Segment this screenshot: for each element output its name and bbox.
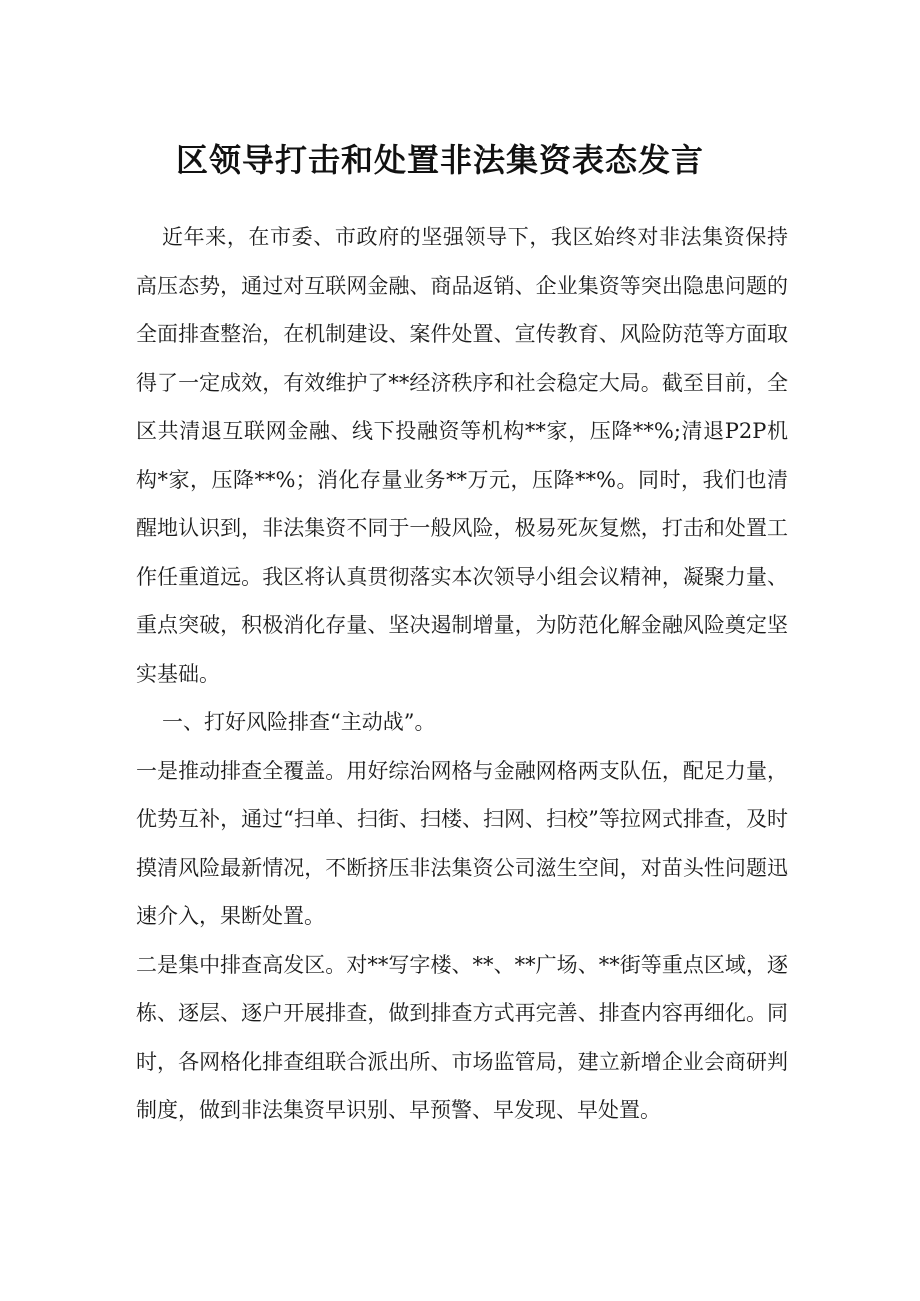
section-heading: 一、打好风险排查“主动战”。 [162, 710, 436, 734]
document-body [136, 213, 788, 1135]
point-paragraph-2: 二是集中排查高发区。对**写字楼、**、**广场、**街等重点区域，逐栋、逐层、逐户开展排查，做到排查方式再完善、排查内容再细化。同时，各网格化排查组联合派出所、市场监管局，建立新增企业会商研判制度，做到非法集资早识别、早预警、早发现、早处置。 [136, 952, 788, 1122]
page-title: 区领导打击和处置非法集资表态发言 [175, 141, 704, 179]
point-paragraph-1: 一是推动排查全覆盖。用好综治网格与金融网格两支队伍，配足力量，优势互补，通过“扫单、扫街、扫楼、扫网、扫校”等拉网式排查，及时摸清风险最新情况，不断挤压非法集资公司滋生空间，对苗头性问题迅速介入，果断处置。 [136, 758, 788, 928]
intro-paragraph: 近年来，在市委、市政府的坚强领导下，我区始终对非法集资保持高压态势，通过对互联网金融、商品返销、企业集资等突出隐患问题的全面排查整治，在机制建设、案件处置、宣传教育、风险防范等方面取得了一定成效，有效维护了**经济秩序和社会稳定大局。截至目前，全区共清退互联网金融、线下投融资等机构**家，压降**%;清退P2P机构*家，压降**%；消化存量业务**万元，压降**%。同时，我们也清醒地认识到，非法集资不同于一般风险，极易死灰复燃，打击和处置工作任重道远。我区将认真贯彻落实本次领导小组会议精神，凝聚力量、重点突破，积极消化存量、坚决遏制增量，为防范化解金融风险奠定坚实基础。 [136, 225, 788, 686]
